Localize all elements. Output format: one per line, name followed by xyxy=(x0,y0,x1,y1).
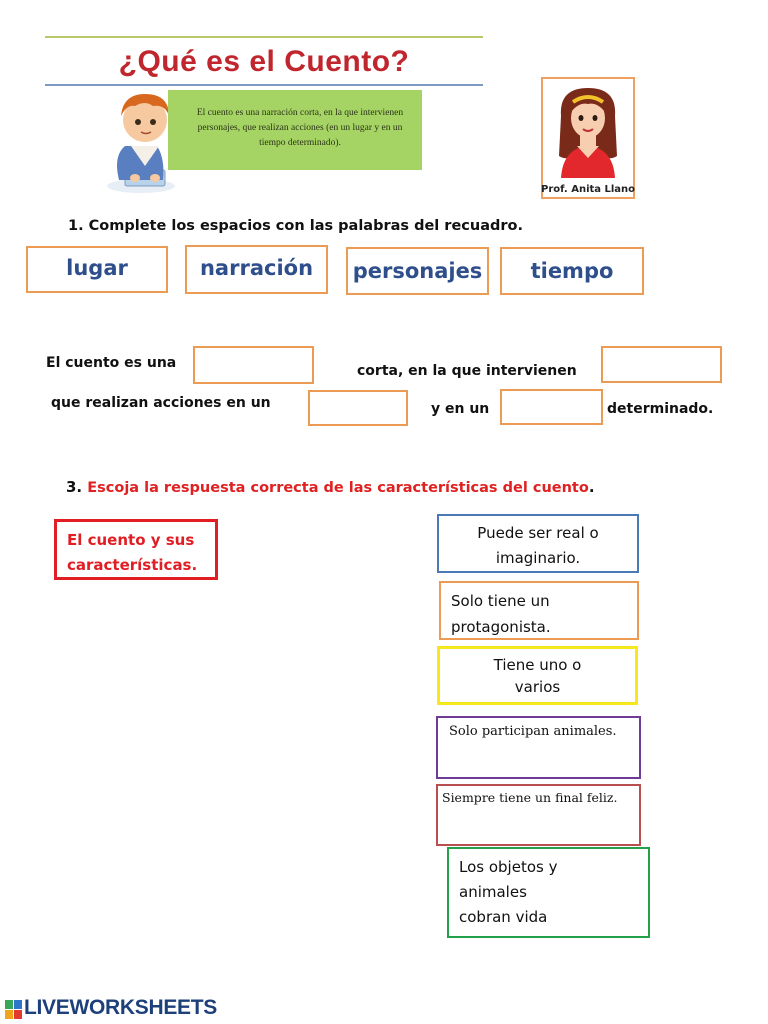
definition-box: El cuento es una narración corta, en la que intervienen personajes, que realizan acciones (en un lugar y en un tiempo determinado). xyxy=(168,90,422,170)
blank-drop-zone-2[interactable] xyxy=(601,346,722,383)
liveworksheets-logo-text[interactable]: LIVEWORKSHEETS xyxy=(24,996,217,1019)
page-title: ¿Qué es el Cuento? xyxy=(118,45,410,78)
option-objetos-cobran-vida[interactable]: Los objetos y animales cobran vida xyxy=(447,847,650,938)
sentence-part-1a: El cuento es una xyxy=(46,355,177,371)
blank-drop-zone-1[interactable] xyxy=(193,346,314,384)
question-3-period: . xyxy=(588,478,595,496)
sentence-part-1b: corta, en la que intervienen xyxy=(357,363,577,379)
question-1-heading: 1. Complete los espacios con las palabras del recuadro. xyxy=(68,218,523,234)
word-tile-personajes[interactable]: personajes xyxy=(346,247,489,295)
sentence-part-2c: determinado. xyxy=(607,401,714,417)
option-solo-animales[interactable]: Solo participan animales. xyxy=(436,716,641,779)
option-real-o-imaginario[interactable]: Puede ser real o imaginario. xyxy=(437,514,639,573)
answer-drop-zone-characteristics[interactable]: El cuento y sus características. xyxy=(54,519,218,580)
word-tile-lugar[interactable]: lugar xyxy=(26,246,168,293)
liveworksheets-logo-icon xyxy=(5,1000,23,1020)
word-tile-tiempo[interactable]: tiempo xyxy=(500,247,644,295)
question-3-number: 3. xyxy=(66,478,83,496)
teacher-avatar xyxy=(547,82,629,178)
sentence-part-2b: y en un xyxy=(431,401,490,417)
word-tile-narracion[interactable]: narración xyxy=(185,245,328,294)
blank-drop-zone-3[interactable] xyxy=(308,390,408,426)
option-uno-o-varios[interactable]: Tiene uno o varios xyxy=(437,646,638,705)
question-3-heading xyxy=(66,477,595,496)
header-top-rule xyxy=(45,36,483,38)
question-3-text: Escoja la respuesta correcta de las características del cuento xyxy=(87,480,589,496)
blank-drop-zone-4[interactable] xyxy=(500,389,603,425)
sentence-part-2a: que realizan acciones en un xyxy=(51,395,271,411)
teacher-name: Prof. Anita Llano xyxy=(541,184,636,195)
option-solo-un-protagonista[interactable]: Solo tiene un protagonista. xyxy=(439,581,639,640)
option-final-feliz[interactable]: Siempre tiene un final feliz. xyxy=(436,784,641,846)
